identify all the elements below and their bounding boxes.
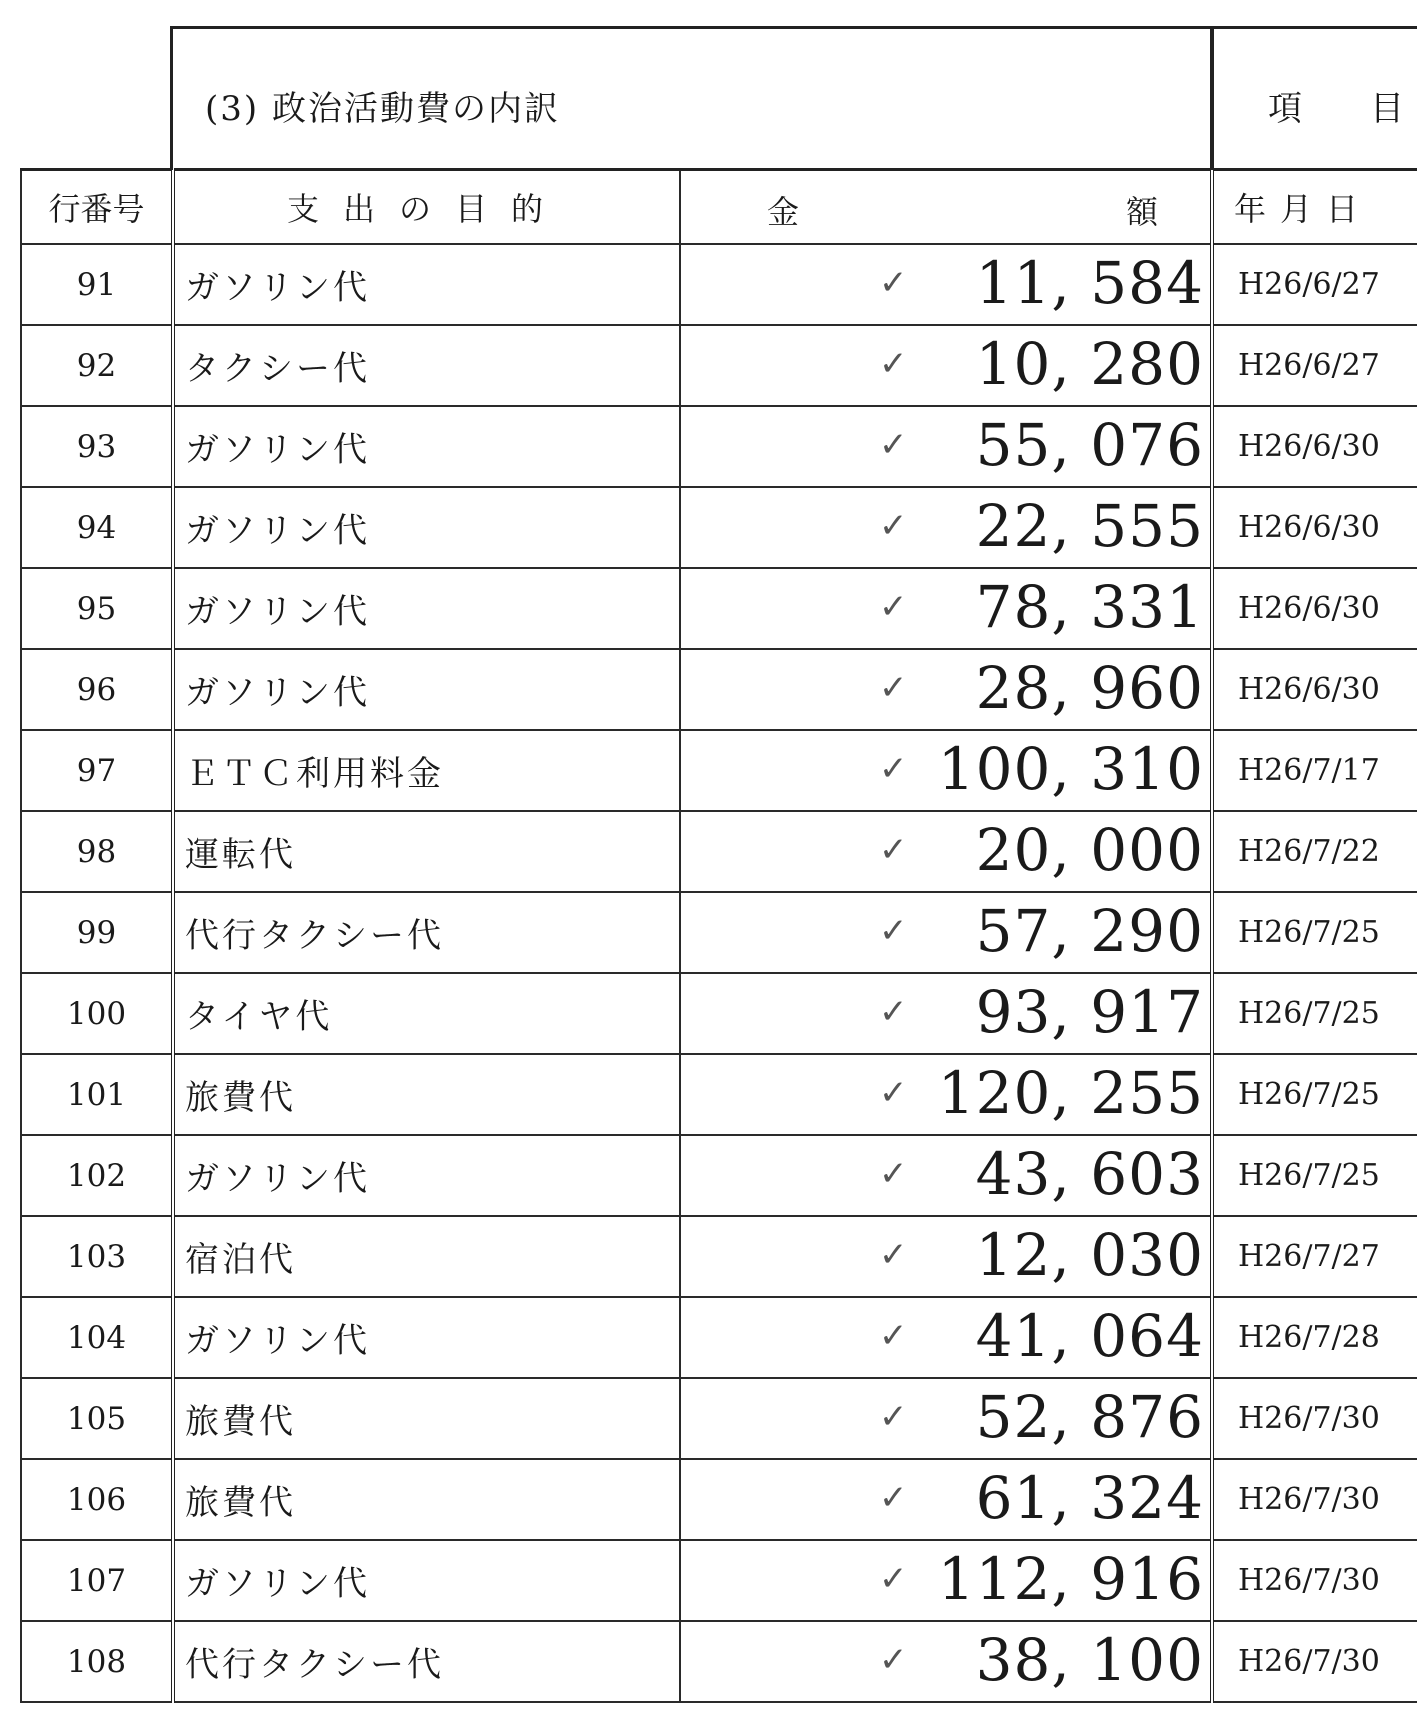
expense-date: H26/7/17: [1212, 730, 1417, 811]
row-number: 91: [21, 244, 173, 325]
table-row: [21, 568, 1417, 649]
expense-amount: 43, 603: [975, 1140, 1204, 1208]
item-label: 項 目: [1268, 89, 1404, 129]
row-number: 92: [21, 325, 173, 406]
row-number: 104: [21, 1297, 173, 1378]
expense-date: H26/7/25: [1212, 1135, 1417, 1216]
expense-purpose: 旅費代: [173, 1054, 680, 1135]
expense-date: H26/6/30: [1212, 487, 1417, 568]
expense-date: H26/7/28: [1212, 1297, 1417, 1378]
expense-amount: 41, 064: [975, 1302, 1204, 1370]
expense-amount: 10, 280: [975, 330, 1204, 398]
expense-amount-cell: [680, 973, 1212, 1054]
checkmark-icon: ✓: [879, 830, 908, 870]
expense-date: H26/7/27: [1212, 1216, 1417, 1297]
expense-purpose: ガソリン代: [173, 568, 680, 649]
table-row: [21, 406, 1417, 487]
expense-purpose: 代行タクシー代: [173, 892, 680, 973]
header-purpose: 支出の目的: [173, 170, 680, 245]
header-row-no: 行番号: [21, 170, 173, 245]
expense-amount: 28, 960: [975, 654, 1204, 722]
expense-table: [20, 168, 1417, 1703]
expense-purpose: ガソリン代: [173, 487, 680, 568]
expense-purpose: タクシー代: [173, 325, 680, 406]
expense-amount: 55, 076: [975, 411, 1204, 479]
row-number: 94: [21, 487, 173, 568]
row-number: 107: [21, 1540, 173, 1621]
table-row: [21, 325, 1417, 406]
expense-amount: 78, 331: [975, 573, 1204, 641]
expense-amount-cell: [680, 1135, 1212, 1216]
row-number: 101: [21, 1054, 173, 1135]
table-row: [21, 811, 1417, 892]
expense-amount: 20, 000: [975, 816, 1204, 884]
expense-purpose: タイヤ代: [173, 973, 680, 1054]
expense-date: H26/6/30: [1212, 568, 1417, 649]
expense-purpose: ガソリン代: [173, 244, 680, 325]
checkmark-icon: ✓: [879, 992, 908, 1032]
expense-purpose: ガソリン代: [173, 1540, 680, 1621]
expense-date: H26/7/22: [1212, 811, 1417, 892]
expense-amount-cell: [680, 1540, 1212, 1621]
expense-purpose: 代行タクシー代: [173, 1621, 680, 1702]
table-row: [21, 1135, 1417, 1216]
expense-amount-cell: [680, 244, 1212, 325]
expense-amount-cell: [680, 325, 1212, 406]
expense-amount-cell: [680, 1216, 1212, 1297]
expense-amount-cell: [680, 1459, 1212, 1540]
expense-amount-cell: [680, 811, 1212, 892]
checkmark-icon: ✓: [879, 1073, 908, 1113]
expense-purpose: ガソリン代: [173, 406, 680, 487]
checkmark-icon: ✓: [879, 1559, 908, 1599]
expense-amount: 93, 917: [975, 978, 1204, 1046]
checkmark-icon: ✓: [879, 1154, 908, 1194]
expense-amount-cell: [680, 1297, 1212, 1378]
expense-amount-cell: [680, 1621, 1212, 1702]
table-row: [21, 487, 1417, 568]
row-number: 105: [21, 1378, 173, 1459]
table-header-row: [21, 170, 1417, 245]
table-row: [21, 892, 1417, 973]
row-number: 102: [21, 1135, 173, 1216]
expense-purpose: ガソリン代: [173, 1297, 680, 1378]
expense-amount: 22, 555: [975, 492, 1204, 560]
table-row: [21, 1459, 1417, 1540]
expense-amount: 57, 290: [975, 897, 1204, 965]
expense-amount-cell: [680, 892, 1212, 973]
row-number: 108: [21, 1621, 173, 1702]
checkmark-icon: ✓: [879, 425, 908, 465]
checkmark-icon: ✓: [879, 749, 908, 789]
table-row: [21, 649, 1417, 730]
expense-purpose: 宿泊代: [173, 1216, 680, 1297]
expense-purpose: ガソリン代: [173, 1135, 680, 1216]
expense-amount-cell: [680, 1378, 1212, 1459]
checkmark-icon: ✓: [879, 1235, 908, 1275]
table-row: [21, 1378, 1417, 1459]
row-number: 100: [21, 973, 173, 1054]
expense-date: H26/6/27: [1212, 244, 1417, 325]
row-number: 96: [21, 649, 173, 730]
checkmark-icon: ✓: [879, 1640, 908, 1680]
section-title-box: [170, 26, 1210, 170]
table-row: [21, 244, 1417, 325]
row-number: 106: [21, 1459, 173, 1540]
expense-date: H26/7/30: [1212, 1378, 1417, 1459]
checkmark-icon: ✓: [879, 587, 908, 627]
header-amount-kin: 金: [767, 193, 800, 231]
expense-amount-cell: [680, 487, 1212, 568]
expense-amount-cell: [680, 649, 1212, 730]
expense-amount-cell: [680, 406, 1212, 487]
table-row: [21, 1540, 1417, 1621]
table-row: [21, 1297, 1417, 1378]
expense-amount: 38, 100: [975, 1626, 1204, 1694]
expense-date: H26/7/30: [1212, 1459, 1417, 1540]
expense-amount: 52, 876: [975, 1383, 1204, 1451]
expense-amount: 100, 310: [937, 735, 1204, 803]
header-amount: [680, 170, 1212, 245]
expense-amount: 11, 584: [975, 249, 1204, 317]
checkmark-icon: ✓: [879, 911, 908, 951]
expense-purpose: 運転代: [173, 811, 680, 892]
expense-amount: 120, 255: [937, 1059, 1204, 1127]
expense-purpose: ガソリン代: [173, 649, 680, 730]
expense-date: H26/6/30: [1212, 406, 1417, 487]
checkmark-icon: ✓: [879, 1478, 908, 1518]
header-amount-gaku: 額: [1125, 193, 1158, 231]
checkmark-icon: ✓: [879, 1316, 908, 1356]
table-row: [21, 730, 1417, 811]
expense-amount: 112, 916: [937, 1545, 1204, 1613]
checkmark-icon: ✓: [879, 506, 908, 546]
expense-purpose: 旅費代: [173, 1459, 680, 1540]
expense-amount-cell: [680, 730, 1212, 811]
row-number: 93: [21, 406, 173, 487]
table-row: [21, 1054, 1417, 1135]
row-number: 103: [21, 1216, 173, 1297]
expense-amount-cell: [680, 568, 1212, 649]
checkmark-icon: ✓: [879, 1397, 908, 1437]
row-number: 98: [21, 811, 173, 892]
expense-amount: 61, 324: [975, 1464, 1204, 1532]
row-number: 99: [21, 892, 173, 973]
checkmark-icon: ✓: [879, 263, 908, 303]
expense-date: H26/7/25: [1212, 892, 1417, 973]
checkmark-icon: ✓: [879, 344, 908, 384]
expense-amount: 12, 030: [975, 1221, 1204, 1289]
expense-amount-cell: [680, 1054, 1212, 1135]
checkmark-icon: ✓: [879, 668, 908, 708]
table-row: [21, 1216, 1417, 1297]
expense-date: H26/7/30: [1212, 1540, 1417, 1621]
section-title: (3) 政治活動費の内訳: [205, 89, 560, 129]
row-number: 97: [21, 730, 173, 811]
row-number: 95: [21, 568, 173, 649]
expense-purpose: ＥＴＣ利用料金: [173, 730, 680, 811]
expense-date: H26/7/25: [1212, 973, 1417, 1054]
item-header-box: [1210, 26, 1417, 170]
expense-purpose: 旅費代: [173, 1378, 680, 1459]
expense-date: H26/6/30: [1212, 649, 1417, 730]
header-date: 年月日: [1212, 170, 1417, 245]
table-row: [21, 973, 1417, 1054]
expense-date: H26/6/27: [1212, 325, 1417, 406]
table-row: [21, 1621, 1417, 1702]
expense-date: H26/7/30: [1212, 1621, 1417, 1702]
expense-date: H26/7/25: [1212, 1054, 1417, 1135]
